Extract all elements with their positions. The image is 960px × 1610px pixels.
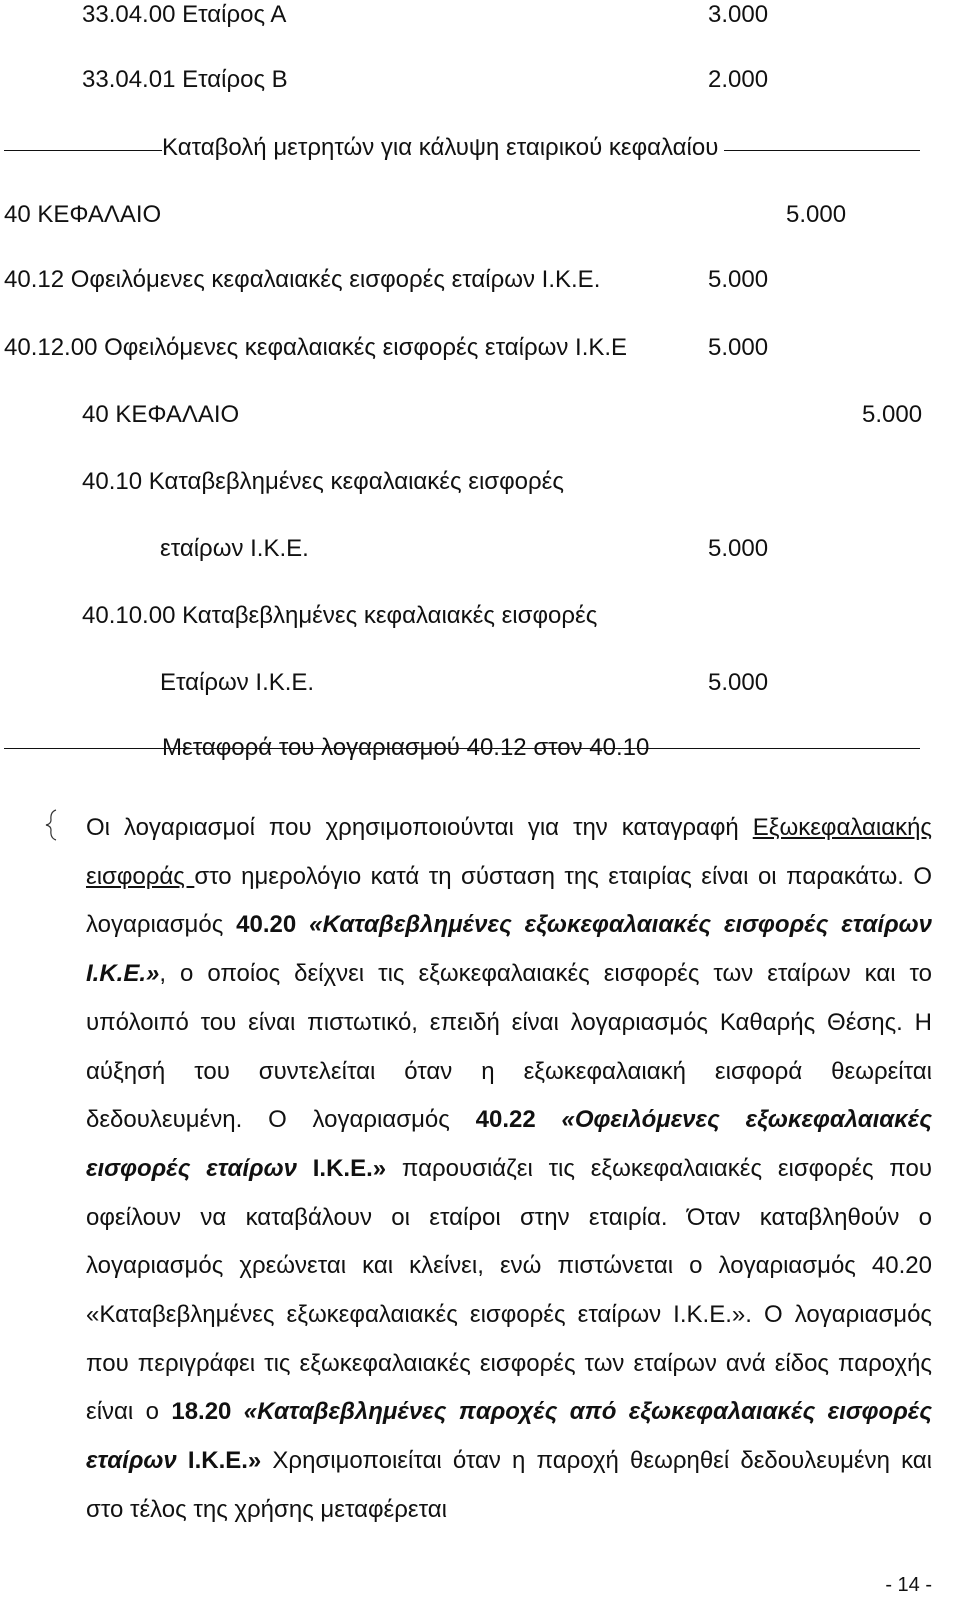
journal-account: 40.12.00 Οφειλόμενες κεφαλαιακές εισφορές εταίρων Ι.Κ.Ε	[4, 334, 628, 361]
paragraph-text: Οι λογαριασμοί που χρησιμοποιούνται για την καταγραφή	[86, 814, 753, 841]
journal-amount: 5.000	[708, 669, 769, 696]
journal-narration: Μεταφορά του λογαριασμού 40.12 στον 40.10	[162, 734, 650, 761]
underlined-term: Εξωκεφαλαιακής εισφοράς	[86, 814, 932, 890]
journal-account: 40 ΚΕΦΑΛΑΙΟ	[4, 201, 162, 228]
journal-account: 40.10 Καταβεβλημένες κεφαλαιακές εισφορές	[82, 468, 564, 495]
journal-amount: 2.000	[708, 66, 769, 93]
journal-account: εταίρων Ι.Κ.Ε.	[160, 535, 309, 562]
account-code: 40.22	[475, 1106, 562, 1134]
account-code: 18.20	[171, 1398, 244, 1426]
page-number: - 14 -	[885, 1574, 932, 1596]
account-suffix: Ι.Κ.Ε.»	[176, 1447, 262, 1475]
journal-account: 33.04.00 Εταίρος Α	[82, 1, 287, 28]
journal-narration: Καταβολή μετρητών για κάλυψη εταιρικού κεφαλαίου	[162, 133, 724, 163]
journal-amount: 5.000	[862, 401, 923, 428]
paragraph-text: στο ημερολόγιο κατά τη σύσταση της εταιρίας είναι οι παρακάτω. Ο λογαριασμός	[86, 862, 932, 939]
journal-amount: 5.000	[708, 266, 769, 293]
journal-account: Εταίρων Ι.Κ.Ε.	[160, 669, 315, 696]
account-title: «Καταβεβλημένες παροχές από εξωκεφαλαιακές εισφορές εταίρων	[86, 1398, 933, 1475]
journal-amount: 5.000	[786, 201, 847, 228]
journal-amount: 5.000	[708, 535, 769, 562]
account-title: «Οφειλόμενες εξωκεφαλαιακές εισφορές εταίρων	[86, 1106, 933, 1182]
paragraph-text: , ο οποίος δείχνει τις εξωκεφαλαιακές εισφορές των εταίρων και το υπόλοιπό του είναι πιστωτικό, επειδή είναι λογαριασμός Καθαρής Θέσης. Η αύξησή του συντελείται όταν η εξωκεφαλαιακή εισφορά θεωρείται δεδουλευμένη. Ο λογαριασμός	[86, 960, 932, 1134]
paragraph-text: Χρησιμοποιείται όταν η παροχή θεωρηθεί δεδουλευμένη και στο τέλος της χρήσης μεταφέρεται	[86, 1447, 933, 1523]
account-code: 40.20	[236, 911, 310, 939]
paragraph-text: παρουσιάζει τις εξωκεφαλαιακές εισφορές που οφείλουν να καταβάλουν οι εταίροι στην εταιρία. Όταν καταβληθούν ο λογαριασμός χρεώνεται και κλείνει, ενώ πιστώνεται ο λογαριασμός 40.20 «Καταβεβλημένες εξωκεφαλαιακές εισφορές εταίρων Ι.Κ.Ε.». Ο λογαριασμός που περιγράφει τις εξωκεφαλαιακές εισφορές των εταίρων ανά είδος παροχής είναι ο	[86, 1154, 932, 1426]
journal-account: 40 ΚΕΦΑΛΑΙΟ	[82, 401, 240, 428]
account-suffix: Ι.Κ.Ε.»	[296, 1154, 387, 1182]
journal-separator	[4, 748, 920, 749]
account-title: «Καταβεβλημένες εξωκεφαλαιακές εισφορές εταίρων Ι.Κ.Ε.»	[86, 911, 933, 988]
journal-account: 33.04.01 Εταίρος Β	[82, 66, 288, 93]
journal-amount: 3.000	[708, 1, 769, 28]
body-paragraph	[86, 804, 932, 1535]
journal-account: 40.10.00 Καταβεβλημένες κεφαλαιακές εισφορές	[82, 602, 598, 629]
margin-brace-mark	[44, 808, 58, 842]
journal-account: 40.12 Οφειλόμενες κεφαλαιακές εισφορές εταίρων Ι.Κ.Ε.	[4, 266, 601, 293]
journal-amount: 5.000	[708, 334, 769, 361]
